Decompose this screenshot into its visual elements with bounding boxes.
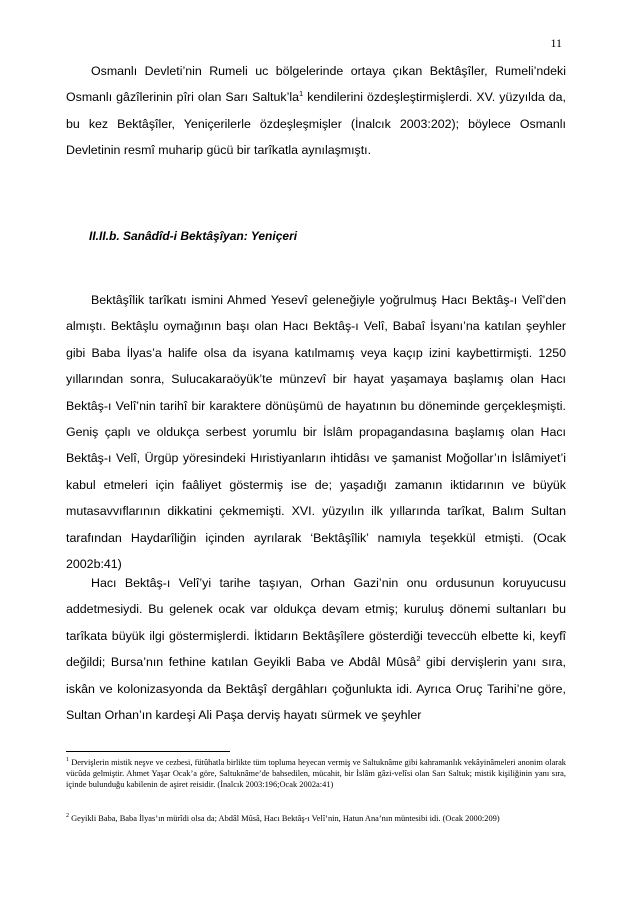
footnote-divider xyxy=(66,751,230,752)
paragraph-2 xyxy=(66,287,566,577)
paragraph-1-text-a: Osmanlı Devleti’nin Rumeli uc bölgelerinde ortaya çıkan Bektâşîler, Rumeli’ndeki Osmanlı gâzîlerinin pîri olan Sarı Saltuk’la xyxy=(66,64,566,105)
paragraph-2-text: Bektâşîlik tarîkatı ismini Ahmed Yesevî geleneğiyle yoğrulmuş Hacı Bektâş-ı Velî’den almıştı. Bektâşlu oymağının başı olan Hacı Bektâş-ı Velî, Babaî İsyanı’na katılan şeyhler gibi Baba İlyas’a halife olsa da isyana katılmamış veya kaçıp izini kaybettirmişti. 1250 yıllarından sonra, Sulucakaraöyük’te münzevî bir hayat yaşamaya başlamış olan Hacı Bektâş-ı Velî’nin tarihî bir karaktere dönüşümü de hayatının bu döneminde gerçekleşmişti. Geniş çaplı ve oldukça serbest yorumlu bir İslâm propagandasına başlamış olan Hacı Bektâş-ı Velî, Ürgüp yöresindeki Hıristiyanların ihtidâsı ve şamanist Moğollar’ın İslâmiyet’i kabul etmeleri için faâliyet göstermiş ise de; yaşadığı zamanın iktidarının ve büyük mutasavvıflarının dikkatini çekmemişti. XVI. yüzyılın ilk yıllarında tarîkat, Balım Sultan tarafından Haydarîliğin içinden ayrılarak ‘Bektâşîlik’ namıyla teşekkül etmişti. (Ocak 2002b:41) xyxy=(66,293,566,572)
paragraph-3-text-a: Hacı Bektâş-ı Velî’yi tarihe taşıyan, Orhan Gazi’nin onu ordusunun koruyucusu addetmesiydi. Bu gelenek ocak var oldukça devam etmiş; kuruluş dönemi sultanları bu tarîkata büyük ilgi göstermişlerdi. İktidarın Bektâşîlere gösterdiği teveccüh elbette ki, keyfî değildi; Bursa’nın fethine katılan Geyikli Baba ve Abdâl Mûsâ xyxy=(66,576,566,670)
section-heading: II.II.b. Sanâdîd-i Bektâşîyan: Yeniçeri xyxy=(89,229,298,243)
paragraph-3-text-b: gibi dervişlerin yanı sıra, iskân ve kolonizasyonda da Bektâşî dergâhları çoğunlukta idi. Ayrıca Oruç Tarihi’ne göre, Sultan Orhan’ın kardeşi Ali Paşa derviş hayatı sürmek ve şeyhler xyxy=(66,655,566,723)
footnote-2-text: Geyikli Baba, Baba İlyas’ın mürîdi olsa da; Abdâl Mûsâ, Hacı Bektâş-ı Velî’nin, Hatun Ana’nın müntesibi idi. (Ocak 2000:209) xyxy=(69,814,500,823)
footnote-ref-1: 1 xyxy=(298,89,304,99)
footnote-2 xyxy=(66,813,566,824)
page-number: 11 xyxy=(550,36,562,50)
footnote-1-number: 1 xyxy=(66,757,69,764)
footnote-ref-2: 2 xyxy=(416,654,421,664)
footnote-2-number: 2 xyxy=(66,813,69,820)
paragraph-1 xyxy=(66,58,566,164)
paragraph-1-text-b: kendilerini özdeşleştirmişlerdi. XV. yüzyılda da, bu kez Bektâşîler, Yeniçerilerle özdeşleşmişler (İnalcık 2003:202); böylece Osmanlı Devletinin resmî muharip gücü bir tarîkatla aynılaşmıştı. xyxy=(66,90,566,158)
footnote-1-text: Dervişlerin mistik neşve ve cezbesi, fütûhatla birlikte tüm topluma heyecan vermiş ve Saltuknâme gibi kahramanlık vekâyinâmeleri anonim olarak vücûda gelmiştir. Ahmet Yaşar Ocak’a göre, Saltuknâme’de bahsedilen, mücahit, bir İslâm gâzi-velîsi olan Sarı Saltuk; mistik kişiliğinin yanı sıra, içinde bulunduğu kabilenin de aşiret reisidir. (İnalcık 2003:196;Ocak 2002a:41) xyxy=(66,758,566,790)
footnote-1 xyxy=(66,757,566,791)
paragraph-3 xyxy=(66,570,566,728)
